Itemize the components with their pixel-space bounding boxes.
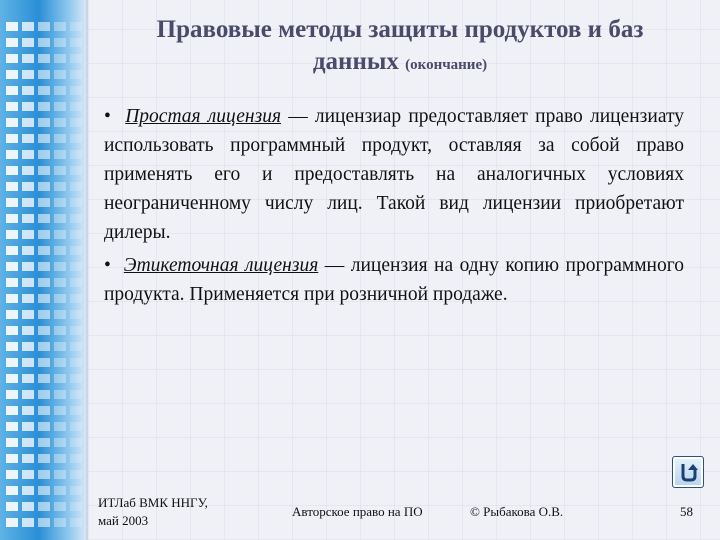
decorative-squares [22,22,34,534]
title-line-2-text: данных [312,48,399,75]
title-line-2 [100,46,700,81]
list-item [104,251,684,309]
title-line-1: Правовые методы защиты продуктов и баз [156,16,644,43]
decorative-squares [6,22,18,534]
definition-text: — лицензиар предоставляет право лицензиату использовать программный продукт, оставляя за собой право применять его и предоставлять на аналогичных условиях неограниченному числу лиц. Такой вид лицензии приобретают дилеры. [104,106,684,243]
footer-course: Авторское право на ПО [292,504,423,519]
decorative-squares [38,22,50,534]
title-note: (окончание) [405,57,488,73]
footer-organization [98,494,208,530]
list-item [104,102,684,247]
footer-org-line-2: май 2003 [98,513,149,528]
bullet: • [104,106,111,127]
slide-title [100,14,700,81]
term-simple-license: Простая лицензия [125,106,282,127]
footer-org-line-1: ИТЛаб ВМК ННГУ, [98,495,208,510]
return-arrow-icon [676,460,700,484]
footer-copyright: © Рыбакова О.В. [470,504,564,519]
return-button[interactable] [672,456,704,488]
term-label-license: Этикеточная лицензия [123,255,319,276]
decorative-squares [54,22,66,534]
page-number: 58 [680,504,693,519]
definition-text: — лицензия на одну копию программного продукта. Применяется при розничной продаже. [104,255,685,305]
bullet: • [104,255,111,276]
decorative-squares [70,22,82,534]
slide-body [104,102,684,313]
